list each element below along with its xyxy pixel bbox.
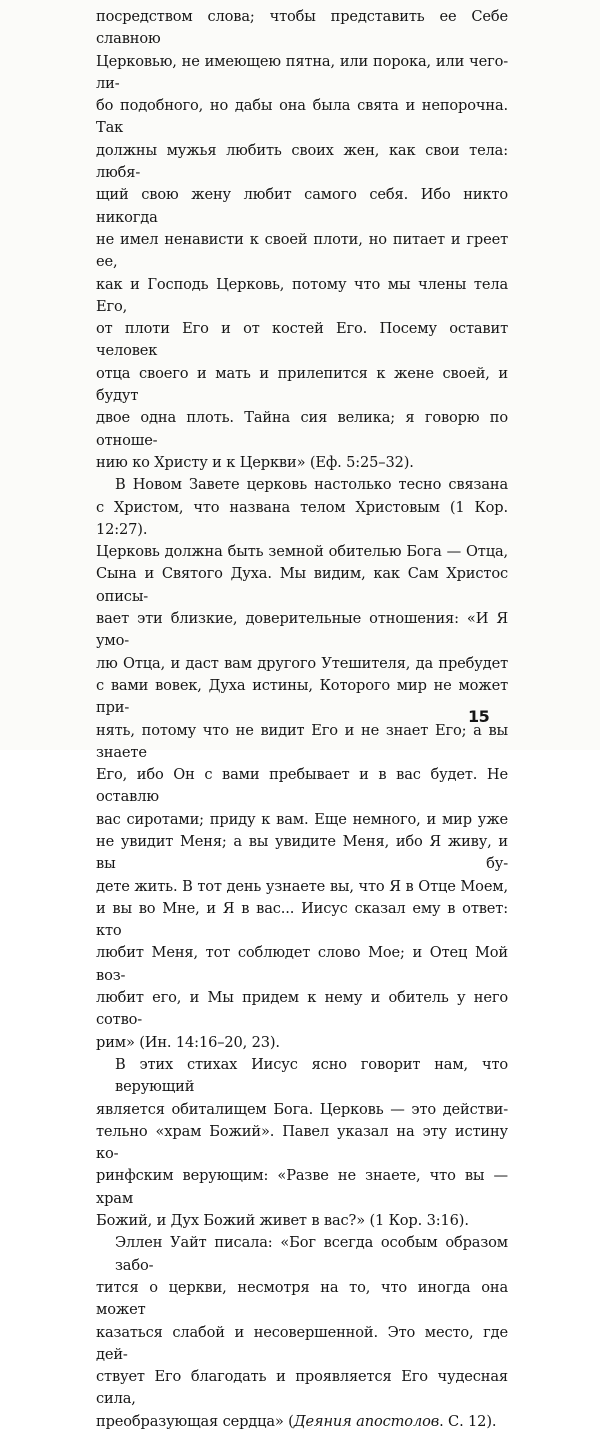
citation-prefix: преобразующая сердца» ( bbox=[96, 1412, 294, 1430]
text-line: Его, ибо Он с вами пребывает и в вас будет. Не оставлю bbox=[96, 766, 508, 806]
text-line: не увидит Меня; а вы увидите Меня, ибо Я живу, и вы бу- bbox=[96, 832, 508, 873]
text-line: лю Отца, и даст вам другого Утешителя, да пребудет bbox=[96, 654, 508, 672]
text-line: Эллен Уайт писала: «Бог всегда особым образом забо- bbox=[115, 1234, 508, 1274]
text-line: вает эти близкие, доверительные отношения: «И Я умо- bbox=[96, 610, 508, 650]
text-line: В Новом Завете церковь настолько тесно связана bbox=[115, 476, 508, 494]
text-line: тельно «храм Божий». Павел указал на эту истину ко- bbox=[96, 1122, 508, 1163]
text-line: нию ко Христу и к Церкви» (Еф. 5:25–32). bbox=[96, 453, 414, 471]
text-line: двое одна плоть. Тайна сия велика; я говорю по отноше- bbox=[96, 409, 508, 449]
text-line: с Христом, что названа телом Христовым (1 Кор. 12:27). bbox=[96, 498, 508, 538]
text-line: вас сиротами; приду к вам. Еще немного, и мир уже bbox=[96, 810, 508, 828]
paragraph-3 bbox=[96, 1054, 508, 1232]
text-line: нять, потому что не видит Его и не знает Его; а вы знаете bbox=[96, 721, 508, 761]
text-line: любит его, и Мы придем к нему и обитель у него сотво- bbox=[96, 989, 508, 1029]
text-line: Церковью, не имеющею пятна, или порока, или чего-ли- bbox=[96, 52, 508, 92]
text-line: казаться слабой и несовершенной. Это место, где дей- bbox=[96, 1323, 508, 1363]
body-text bbox=[96, 6, 508, 1433]
paragraph-2 bbox=[96, 474, 508, 1054]
paragraph-1 bbox=[96, 6, 508, 474]
text-line: тится о церкви, несмотря на то, что иногда она может bbox=[96, 1278, 508, 1319]
text-line: должны мужья любить своих жен, как свои тела: любя- bbox=[96, 141, 508, 182]
text-line: В этих стихах Иисус ясно говорит нам, что верующий bbox=[115, 1055, 508, 1096]
text-line: Сына и Святого Духа. Мы видим, как Сам Христос описы- bbox=[96, 565, 508, 605]
text-line: ствует Его благодать и проявляется Его чудесная сила, bbox=[96, 1368, 508, 1408]
text-line: с вами вовек, Духа истины, Которого мир не может при- bbox=[96, 676, 508, 717]
text-line: Божий, и Дух Божий живет в вас?» (1 Кор. 3:16). bbox=[96, 1212, 469, 1230]
text-line: любит Меня, тот соблюдет слово Мое; и Отец Мой воз- bbox=[96, 944, 508, 984]
text-line: отца своего и мать и прилепится к жене своей, и будут bbox=[96, 364, 508, 405]
text-line: является обиталищем Бога. Церковь — это действи- bbox=[96, 1100, 508, 1118]
text-line: дете жить. В тот день узнаете вы, что Я в Отце Моем, bbox=[96, 877, 508, 895]
citation-suffix: . С. 12). bbox=[439, 1412, 497, 1430]
text-line: как и Господь Церковь, потому что мы члены тела Его, bbox=[96, 275, 508, 315]
text-line: посредством слова; чтобы представить ее Себе славною bbox=[96, 8, 508, 48]
text-line: Церковь должна быть земной обителью Бога — Отца, bbox=[96, 543, 508, 561]
text-line: бо подобного, но дабы она была свята и непорочна. Так bbox=[96, 97, 508, 137]
text-line: рим» (Ин. 14:16–20, 23). bbox=[96, 1033, 280, 1051]
text-line: не имел ненависти к своей плоти, но питает и греет ее, bbox=[96, 230, 508, 271]
paragraph-4 bbox=[96, 1232, 508, 1433]
text-line: и вы во Мне, и Я в вас... Иисус сказал ему в ответ: кто bbox=[96, 899, 508, 940]
text-line: от плоти Его и от костей Его. Посему оставит человек bbox=[96, 320, 508, 360]
text-line: ринфским верующим: «Разве не знаете, что вы — храм bbox=[96, 1167, 508, 1207]
page-number: 15 bbox=[468, 707, 490, 726]
text-line-with-citation bbox=[96, 1411, 508, 1433]
text-line: щий свою жену любит самого себя. Ибо никто никогда bbox=[96, 186, 508, 226]
citation-title: Деяния апостолов bbox=[293, 1412, 440, 1430]
